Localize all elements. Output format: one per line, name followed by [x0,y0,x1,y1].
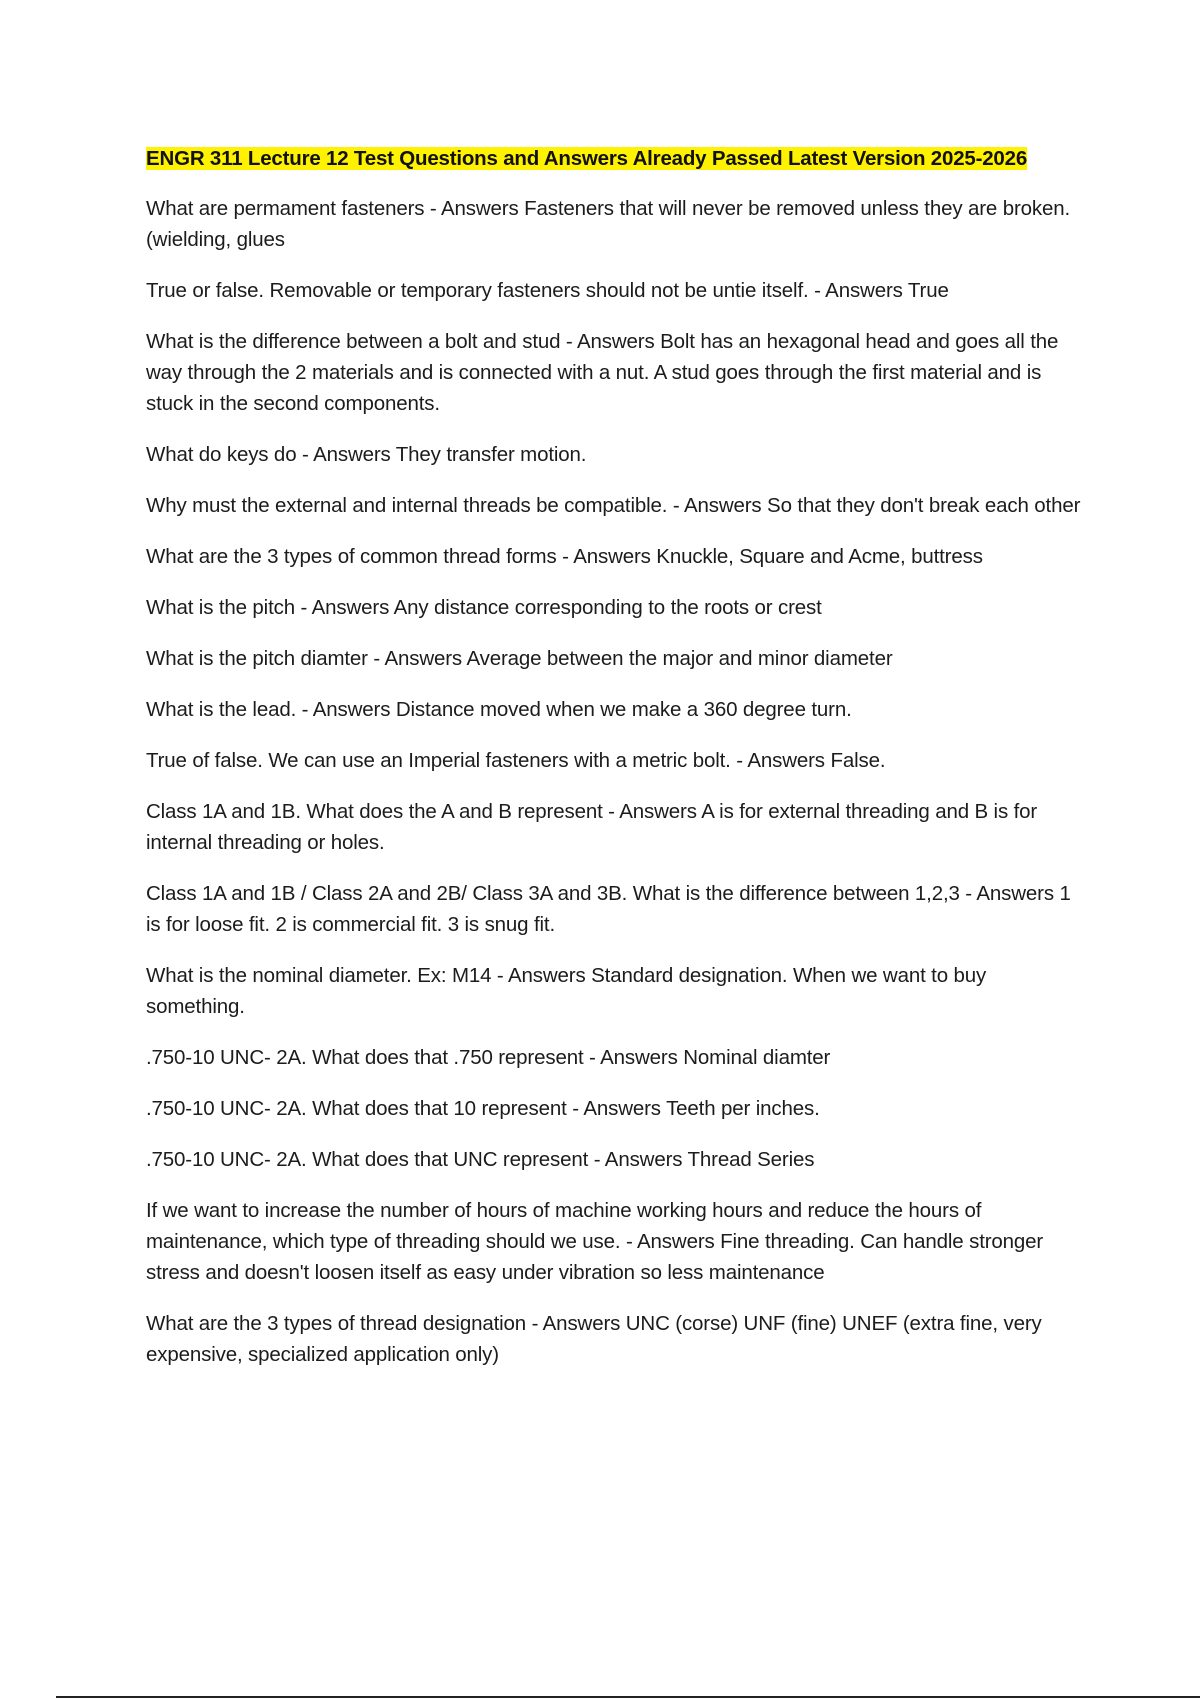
qa-item: What are the 3 types of common thread forms - Answers Knuckle, Square and Acme, buttress [146,545,983,568]
qa-item: .750-10 UNC- 2A. What does that 10 represent - Answers Teeth per inches. [146,1097,820,1120]
qa-item: What is the nominal diameter. Ex: M14 - Answers Standard designation. When we want to buy something. [146,964,987,1018]
document-title: ENGR 311 Lecture 12 Test Questions and Answers Already Passed Latest Version 2025-2026 [146,147,1028,170]
qa-item: What is the difference between a bolt and stud - Answers Bolt has an hexagonal head and goes all the way through the 2 materials and is connected with a nut. A stud goes through the first material and is stuck in the second components. [146,330,1059,415]
qa-item: What are the 3 types of thread designation - Answers UNC (corse) UNF (fine) UNEF (extra fine, very expensive, specialized application only) [146,1312,1042,1366]
qa-item: If we want to increase the number of hours of machine working hours and reduce the hours of maintenance, which type of threading should we use. - Answers Fine threading. Can handle stronger stress and doesn't loosen itself as easy under vibration so less maintenance [146,1199,1044,1284]
qa-item: .750-10 UNC- 2A. What does that UNC represent - Answers Thread Series [146,1148,815,1171]
qa-item: What do keys do - Answers They transfer motion. [146,443,587,466]
qa-item: Why must the external and internal threads be compatible. - Answers So that they don't break each other [146,494,1081,517]
qa-item: What is the pitch - Answers Any distance corresponding to the roots or crest [146,596,822,619]
document-body [146,144,1086,1390]
qa-item: What are permament fasteners - Answers Fasteners that will never be removed unless they are broken. (wielding, glues [146,197,1071,251]
qa-item: Class 1A and 1B. What does the A and B represent - Answers A is for external threading and B is for internal threading or holes. [146,800,1038,854]
title-block [146,144,1086,176]
qa-item: What is the pitch diamter - Answers Average between the major and minor diameter [146,647,893,670]
qa-item: What is the lead. - Answers Distance moved when we make a 360 degree turn. [146,698,852,721]
qa-item: True of false. We can use an Imperial fasteners with a metric bolt. - Answers False. [146,749,886,772]
qa-item: True or false. Removable or temporary fasteners should not be untie itself. - Answers True [146,279,949,302]
qa-item: Class 1A and 1B / Class 2A and 2B/ Class 3A and 3B. What is the difference between 1,2,3 - Answers 1 is for loose fit. 2 is commercial fit. 3 is snug fit. [146,882,1071,936]
footer-divider [56,1696,1200,1698]
qa-item: .750-10 UNC- 2A. What does that .750 represent - Answers Nominal diamter [146,1046,831,1069]
